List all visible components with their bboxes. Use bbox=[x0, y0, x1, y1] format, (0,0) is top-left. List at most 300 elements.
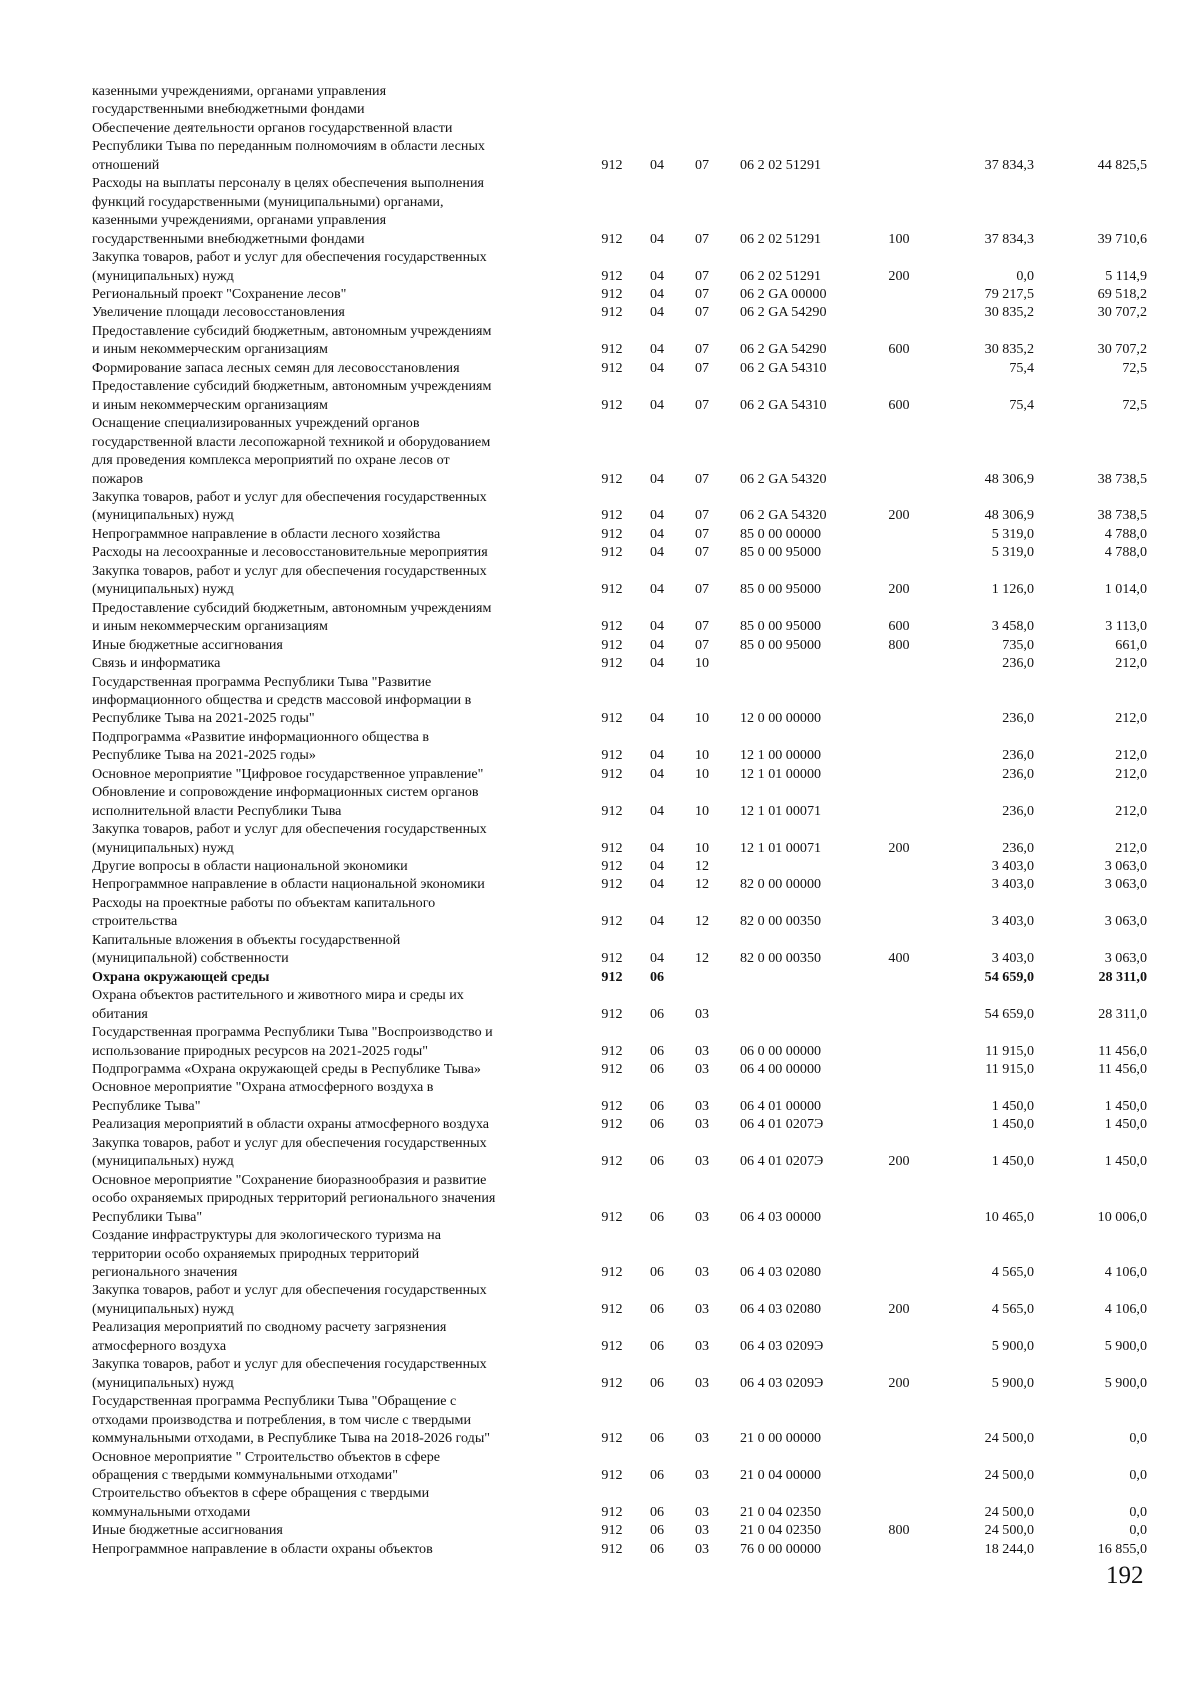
expense-type-code: 200 bbox=[888, 267, 910, 284]
table-row bbox=[92, 285, 1147, 303]
section-code: 04 bbox=[649, 839, 665, 856]
admin-code: 912 bbox=[601, 396, 623, 413]
table-row bbox=[92, 1115, 1147, 1133]
table-row bbox=[92, 783, 1147, 820]
row-description: Другие вопросы в области национальной экономики bbox=[92, 858, 408, 875]
section-code: 04 bbox=[649, 525, 665, 542]
amount-year-1: 236,0 bbox=[1002, 802, 1034, 819]
amount-year-2: 0,0 bbox=[1129, 1522, 1147, 1539]
subsection-code: 07 bbox=[694, 359, 710, 376]
expense-type-code: 800 bbox=[888, 1522, 910, 1539]
amount-year-1: 24 500,0 bbox=[984, 1503, 1034, 1520]
section-code: 06 bbox=[649, 1540, 665, 1557]
target-article-code: 06 2 02 51291 bbox=[740, 267, 822, 284]
budget-table bbox=[92, 82, 1147, 1558]
amount-year-2: 212,0 bbox=[1115, 839, 1147, 856]
subsection-code: 07 bbox=[694, 267, 710, 284]
row-description: Предоставление субсидий бюджетным, автономным учреждениям и иным некоммерческим организациям bbox=[92, 322, 492, 358]
target-article-code: 12 1 01 00071 bbox=[740, 802, 822, 819]
table-row bbox=[92, 1448, 1147, 1485]
section-code: 06 bbox=[649, 1061, 665, 1078]
section-code: 04 bbox=[649, 230, 665, 247]
subsection-code: 03 bbox=[694, 1300, 710, 1317]
row-description: Охрана окружающей среды bbox=[92, 968, 270, 985]
amount-year-1: 1 126,0 bbox=[991, 581, 1034, 598]
section-code: 04 bbox=[649, 765, 665, 782]
target-article-code: 06 4 00 00000 bbox=[740, 1061, 822, 1078]
section-code: 06 bbox=[649, 1208, 665, 1225]
table-row bbox=[92, 248, 1147, 285]
row-description: Закупка товаров, работ и услуг для обеспечения государственных (муниципальных) нужд bbox=[92, 821, 487, 856]
amount-year-1: 236,0 bbox=[1002, 765, 1034, 782]
amount-year-1: 3 403,0 bbox=[991, 950, 1034, 967]
row-description: Закупка товаров, работ и услуг для обеспечения государственных (муниципальных) нужд bbox=[92, 488, 487, 524]
admin-code: 912 bbox=[601, 581, 623, 598]
table-row bbox=[92, 599, 1147, 636]
admin-code: 912 bbox=[601, 968, 623, 985]
table-row bbox=[92, 728, 1147, 765]
admin-code: 912 bbox=[601, 636, 623, 653]
row-description: Закупка товаров, работ и услуг для обеспечения государственных (муниципальных) нужд bbox=[92, 1282, 487, 1317]
amount-year-1: 11 915,0 bbox=[985, 1061, 1034, 1078]
subsection-code: 12 bbox=[694, 876, 710, 893]
table-row bbox=[92, 765, 1147, 783]
amount-year-2: 39 710,6 bbox=[1097, 230, 1147, 247]
admin-code: 912 bbox=[601, 267, 623, 284]
admin-code: 912 bbox=[601, 544, 623, 561]
admin-code: 912 bbox=[601, 1540, 623, 1557]
target-article-code: 06 4 01 0207Э bbox=[740, 1116, 824, 1133]
amount-year-1: 79 217,5 bbox=[984, 285, 1034, 302]
row-description: Закупка товаров, работ и услуг для обеспечения государственных (муниципальных) нужд bbox=[92, 1134, 487, 1170]
admin-code: 912 bbox=[601, 359, 623, 376]
admin-code: 912 bbox=[601, 1264, 623, 1280]
amount-year-2: 1 450,0 bbox=[1104, 1153, 1147, 1170]
section-code: 06 bbox=[649, 1005, 665, 1022]
row-description: Иные бюджетные ассигнования bbox=[92, 636, 283, 653]
admin-code: 912 bbox=[601, 618, 623, 635]
target-article-code: 12 1 00 00000 bbox=[740, 747, 822, 764]
target-article-code: 21 0 00 00000 bbox=[740, 1430, 822, 1447]
target-article-code: 06 4 03 0209Э bbox=[740, 1337, 824, 1354]
amount-year-2: 44 825,5 bbox=[1097, 156, 1147, 173]
target-article-code: 85 0 00 95000 bbox=[740, 581, 822, 598]
table-row bbox=[92, 82, 1142, 119]
amount-year-1: 735,0 bbox=[1002, 636, 1034, 653]
subsection-code: 07 bbox=[694, 470, 710, 487]
subsection-code: 03 bbox=[694, 1153, 710, 1170]
amount-year-2: 4 106,0 bbox=[1104, 1264, 1147, 1280]
subsection-code: 03 bbox=[694, 1005, 710, 1022]
amount-year-1: 1 450,0 bbox=[991, 1153, 1034, 1170]
section-code: 04 bbox=[649, 655, 665, 672]
amount-year-2: 0,0 bbox=[1129, 1466, 1147, 1483]
target-article-code: 06 4 03 02080 bbox=[740, 1264, 822, 1280]
subsection-code: 07 bbox=[694, 304, 710, 321]
amount-year-1: 5 319,0 bbox=[991, 544, 1034, 561]
admin-code: 912 bbox=[601, 507, 623, 524]
amount-year-2: 212,0 bbox=[1115, 710, 1147, 727]
row-description: Непрограммное направление в области национальной экономики bbox=[92, 876, 485, 893]
subsection-code: 07 bbox=[694, 341, 710, 358]
admin-code: 912 bbox=[601, 1466, 623, 1483]
amount-year-2: 212,0 bbox=[1115, 747, 1147, 764]
target-article-code: 06 2 GA 54310 bbox=[740, 396, 827, 413]
row-description: Предоставление субсидий бюджетным, автономным учреждениям и иным некоммерческим организациям bbox=[92, 599, 492, 635]
section-code: 04 bbox=[649, 341, 665, 358]
admin-code: 912 bbox=[601, 747, 623, 764]
admin-code: 912 bbox=[601, 1503, 623, 1520]
section-code: 04 bbox=[649, 285, 665, 302]
amount-year-2: 0,0 bbox=[1129, 1430, 1147, 1447]
row-description: Охрана объектов растительного и животного мира и среды их обитания bbox=[92, 987, 464, 1022]
table-row bbox=[92, 1171, 1147, 1226]
section-code: 04 bbox=[649, 267, 665, 284]
subsection-code: 10 bbox=[694, 747, 710, 764]
section-code: 06 bbox=[649, 968, 665, 985]
amount-year-2: 5 114,9 bbox=[1105, 267, 1147, 284]
table-row bbox=[92, 1392, 1147, 1447]
amount-year-1: 24 500,0 bbox=[984, 1466, 1034, 1483]
amount-year-1: 1 450,0 bbox=[991, 1116, 1034, 1133]
amount-year-1: 3 403,0 bbox=[991, 913, 1034, 930]
table-row bbox=[92, 359, 1147, 377]
amount-year-1: 48 306,9 bbox=[984, 507, 1034, 524]
row-description: Непрограммное направление в области охраны объектов bbox=[92, 1540, 433, 1557]
table-row bbox=[92, 654, 1147, 672]
row-description: Капитальные вложения в объекты государственной (муниципальной) собственности bbox=[92, 931, 401, 967]
amount-year-1: 236,0 bbox=[1002, 655, 1034, 672]
target-article-code: 06 2 GA 54320 bbox=[740, 507, 827, 524]
subsection-code: 03 bbox=[694, 1337, 710, 1354]
expense-type-code: 600 bbox=[888, 341, 910, 358]
table-row bbox=[92, 303, 1147, 321]
amount-year-2: 10 006,0 bbox=[1097, 1208, 1147, 1225]
expense-type-code: 200 bbox=[888, 1300, 910, 1317]
admin-code: 912 bbox=[601, 1097, 623, 1114]
target-article-code: 06 2 GA 00000 bbox=[740, 285, 827, 302]
section-code: 04 bbox=[649, 636, 665, 653]
amount-year-1: 18 244,0 bbox=[984, 1540, 1034, 1557]
admin-code: 912 bbox=[601, 1153, 623, 1170]
table-row bbox=[92, 525, 1147, 543]
subsection-code: 07 bbox=[694, 285, 710, 302]
table-row bbox=[92, 1484, 1147, 1521]
table-row bbox=[92, 119, 1147, 174]
amount-year-2: 1 450,0 bbox=[1104, 1116, 1147, 1133]
admin-code: 912 bbox=[601, 285, 623, 302]
subsection-code: 12 bbox=[694, 858, 710, 875]
table-row bbox=[92, 1281, 1147, 1318]
target-article-code: 06 4 03 0209Э bbox=[740, 1374, 824, 1391]
table-row bbox=[92, 488, 1147, 525]
amount-year-1: 75,4 bbox=[1009, 359, 1034, 376]
target-article-code: 06 2 GA 54290 bbox=[740, 341, 827, 358]
amount-year-2: 28 311,0 bbox=[1098, 968, 1147, 985]
amount-year-1: 30 835,2 bbox=[984, 304, 1034, 321]
table-row bbox=[92, 1078, 1147, 1115]
amount-year-2: 11 456,0 bbox=[1098, 1042, 1147, 1059]
section-code: 04 bbox=[649, 470, 665, 487]
expense-type-code: 200 bbox=[888, 1374, 910, 1391]
table-row bbox=[92, 562, 1147, 599]
row-description: Подпрограмма «Охрана окружающей среды в Республике Тыва» bbox=[92, 1061, 481, 1078]
row-description: Реализация мероприятий по сводному расчету загрязнения атмосферного воздуха bbox=[92, 1319, 447, 1354]
row-description: казенными учреждениями, органами управления государственными внебюджетными фондами bbox=[92, 83, 387, 118]
row-description: Реализация мероприятий в области охраны атмосферного воздуха bbox=[92, 1116, 490, 1133]
row-description: Связь и информатика bbox=[92, 655, 221, 672]
section-code: 04 bbox=[649, 747, 665, 764]
subsection-code: 03 bbox=[694, 1208, 710, 1225]
row-description: Закупка товаров, работ и услуг для обеспечения государственных (муниципальных) нужд bbox=[92, 562, 487, 598]
section-code: 06 bbox=[649, 1116, 665, 1133]
subsection-code: 03 bbox=[694, 1522, 710, 1539]
target-article-code: 85 0 00 95000 bbox=[740, 618, 822, 635]
table-row bbox=[92, 1023, 1147, 1060]
amount-year-1: 4 565,0 bbox=[991, 1264, 1034, 1280]
section-code: 04 bbox=[649, 544, 665, 561]
admin-code: 912 bbox=[601, 1430, 623, 1447]
admin-code: 912 bbox=[601, 1374, 623, 1391]
expense-type-code: 400 bbox=[888, 950, 910, 967]
target-article-code: 85 0 00 00000 bbox=[740, 525, 822, 542]
amount-year-2: 212,0 bbox=[1115, 765, 1147, 782]
amount-year-1: 11 915,0 bbox=[985, 1042, 1034, 1059]
row-description: Закупка товаров, работ и услуг для обеспечения государственных (муниципальных) нужд bbox=[92, 249, 487, 284]
amount-year-2: 1 450,0 bbox=[1104, 1097, 1147, 1114]
admin-code: 912 bbox=[601, 839, 623, 856]
section-code: 06 bbox=[649, 1374, 665, 1391]
amount-year-2: 1 014,0 bbox=[1104, 581, 1147, 598]
amount-year-2: 4 788,0 bbox=[1104, 544, 1147, 561]
admin-code: 912 bbox=[601, 1208, 623, 1225]
amount-year-2: 3 113,0 bbox=[1105, 618, 1147, 635]
table-row bbox=[92, 931, 1147, 968]
admin-code: 912 bbox=[601, 950, 623, 967]
amount-year-1: 236,0 bbox=[1002, 710, 1034, 727]
amount-year-2: 38 738,5 bbox=[1097, 507, 1147, 524]
admin-code: 912 bbox=[601, 1116, 623, 1133]
subsection-code: 07 bbox=[694, 544, 710, 561]
row-description: Обеспечение деятельности органов государственной власти Республики Тыва по переданным полномочиям в области лесных отношений bbox=[92, 119, 485, 173]
target-article-code: 82 0 00 00350 bbox=[740, 950, 822, 967]
row-description: Основное мероприятие " Строительство объектов в сфере обращения с твердыми коммунальными отходами" bbox=[92, 1448, 441, 1483]
table-row bbox=[92, 636, 1147, 654]
amount-year-2: 212,0 bbox=[1115, 655, 1147, 672]
amount-year-1: 3 403,0 bbox=[991, 876, 1034, 893]
target-article-code: 82 0 00 00350 bbox=[740, 913, 822, 930]
row-description: Региональный проект "Сохранение лесов" bbox=[92, 285, 347, 302]
admin-code: 912 bbox=[601, 858, 623, 875]
amount-year-2: 72,5 bbox=[1122, 359, 1147, 376]
row-description: Формирование запаса лесных семян для лесовосстановления bbox=[92, 359, 460, 376]
admin-code: 912 bbox=[601, 655, 623, 672]
row-description: Государственная программа Республики Тыва "Развитие информационного общества и средств массовой информации в Республике Тыва на 2021-2025 годы" bbox=[92, 673, 472, 727]
admin-code: 912 bbox=[601, 765, 623, 782]
table-row bbox=[92, 1226, 1147, 1281]
subsection-code: 07 bbox=[694, 618, 710, 635]
amount-year-1: 10 465,0 bbox=[984, 1208, 1034, 1225]
amount-year-1: 236,0 bbox=[1002, 839, 1034, 856]
subsection-code: 03 bbox=[694, 1503, 710, 1520]
subsection-code: 07 bbox=[694, 230, 710, 247]
table-row bbox=[92, 174, 1147, 248]
row-description: Расходы на проектные работы по объектам капитального строительства bbox=[92, 894, 436, 930]
amount-year-2: 212,0 bbox=[1115, 802, 1147, 819]
target-article-code: 82 0 00 00000 bbox=[740, 876, 822, 893]
amount-year-1: 30 835,2 bbox=[984, 341, 1034, 358]
row-description: Государственная программа Республики Тыва "Обращение с отходами производства и потребления, в том числе с твердыми коммунальными отходами, в Республике Тыва на 2018-2026 годы" bbox=[92, 1393, 491, 1447]
admin-code: 912 bbox=[601, 1005, 623, 1022]
target-article-code: 06 2 GA 54320 bbox=[740, 470, 827, 487]
amount-year-1: 5 900,0 bbox=[991, 1337, 1034, 1354]
target-article-code: 06 0 00 00000 bbox=[740, 1042, 822, 1059]
amount-year-2: 661,0 bbox=[1115, 636, 1147, 653]
admin-code: 912 bbox=[601, 1337, 623, 1354]
admin-code: 912 bbox=[601, 341, 623, 358]
admin-code: 912 bbox=[601, 1042, 623, 1059]
expense-type-code: 200 bbox=[888, 507, 910, 524]
section-code: 04 bbox=[649, 876, 665, 893]
expense-type-code: 200 bbox=[888, 839, 910, 856]
section-code: 06 bbox=[649, 1503, 665, 1520]
amount-year-2: 3 063,0 bbox=[1104, 950, 1147, 967]
target-article-code: 12 1 01 00071 bbox=[740, 839, 822, 856]
amount-year-1: 1 450,0 bbox=[991, 1097, 1034, 1114]
section-code: 06 bbox=[649, 1042, 665, 1059]
amount-year-1: 5 900,0 bbox=[991, 1374, 1034, 1391]
amount-year-1: 37 834,3 bbox=[984, 156, 1034, 173]
table-row bbox=[92, 377, 1147, 414]
amount-year-1: 3 458,0 bbox=[991, 618, 1034, 635]
target-article-code: 06 2 GA 54310 bbox=[740, 359, 827, 376]
subsection-code: 10 bbox=[694, 655, 710, 672]
row-description: Иные бюджетные ассигнования bbox=[92, 1522, 283, 1539]
target-article-code: 85 0 00 95000 bbox=[740, 636, 822, 653]
subsection-code: 10 bbox=[694, 765, 710, 782]
subsection-code: 07 bbox=[694, 636, 710, 653]
section-code: 06 bbox=[649, 1097, 665, 1114]
section-code: 06 bbox=[649, 1466, 665, 1483]
amount-year-1: 24 500,0 bbox=[984, 1430, 1034, 1447]
table-row bbox=[92, 1355, 1147, 1392]
amount-year-2: 11 456,0 bbox=[1098, 1061, 1147, 1078]
row-description: Предоставление субсидий бюджетным, автономным учреждениям и иным некоммерческим организациям bbox=[92, 378, 492, 413]
row-description: Расходы на лесоохранные и лесовосстановительные мероприятия bbox=[92, 544, 488, 561]
amount-year-2: 3 063,0 bbox=[1104, 876, 1147, 893]
amount-year-2: 4 106,0 bbox=[1104, 1300, 1147, 1317]
row-description: Закупка товаров, работ и услуг для обеспечения государственных (муниципальных) нужд bbox=[92, 1356, 487, 1391]
subsection-code: 03 bbox=[694, 1097, 710, 1114]
table-row bbox=[92, 1540, 1147, 1558]
subsection-code: 03 bbox=[694, 1061, 710, 1078]
section-code: 04 bbox=[649, 359, 665, 376]
target-article-code: 12 1 01 00000 bbox=[740, 765, 822, 782]
admin-code: 912 bbox=[601, 230, 623, 247]
amount-year-2: 5 900,0 bbox=[1104, 1374, 1147, 1391]
amount-year-2: 28 311,0 bbox=[1098, 1005, 1147, 1022]
amount-year-1: 54 659,0 bbox=[984, 1005, 1034, 1022]
table-row bbox=[92, 673, 1147, 728]
subsection-code: 07 bbox=[694, 581, 710, 598]
expense-type-code: 100 bbox=[888, 230, 910, 247]
amount-year-1: 4 565,0 bbox=[991, 1300, 1034, 1317]
target-article-code: 85 0 00 95000 bbox=[740, 544, 822, 561]
expense-type-code: 800 bbox=[888, 636, 910, 653]
target-article-code: 06 4 01 0207Э bbox=[740, 1153, 824, 1170]
table-row bbox=[92, 1318, 1147, 1355]
section-code: 04 bbox=[649, 304, 665, 321]
table-row bbox=[92, 986, 1147, 1023]
amount-year-2: 5 900,0 bbox=[1104, 1337, 1147, 1354]
table-row bbox=[92, 543, 1147, 561]
page-number: 192 bbox=[1106, 1562, 1144, 1589]
subsection-code: 03 bbox=[694, 1374, 710, 1391]
row-description: Увеличение площади лесовосстановления bbox=[92, 304, 345, 321]
amount-year-1: 24 500,0 bbox=[984, 1522, 1034, 1539]
row-description: Расходы на выплаты персоналу в целях обеспечения выполнения функций государственными (муниципальными) органами, казенными учреждениями, органами управления государственными внебюджетными фондами bbox=[92, 175, 484, 247]
amount-year-2: 16 855,0 bbox=[1097, 1540, 1147, 1557]
target-article-code: 76 0 00 00000 bbox=[740, 1540, 822, 1557]
table-row bbox=[92, 1060, 1147, 1078]
row-description: Создание инфраструктуры для экологического туризма на территории особо охраняемых природных территорий регионального значения bbox=[92, 1227, 441, 1280]
section-code: 04 bbox=[649, 913, 665, 930]
expense-type-code: 600 bbox=[888, 396, 910, 413]
amount-year-1: 75,4 bbox=[1009, 396, 1034, 413]
amount-year-1: 48 306,9 bbox=[984, 470, 1034, 487]
row-description: Подпрограмма «Развитие информационного общества в Республике Тыва на 2021-2025 годы» bbox=[92, 728, 430, 764]
admin-code: 912 bbox=[601, 913, 623, 930]
section-code: 04 bbox=[649, 858, 665, 875]
section-code: 04 bbox=[649, 618, 665, 635]
table-row bbox=[92, 894, 1147, 931]
table-row bbox=[92, 875, 1147, 893]
admin-code: 912 bbox=[601, 156, 623, 173]
subsection-code: 12 bbox=[694, 950, 710, 967]
target-article-code: 06 2 GA 54290 bbox=[740, 304, 827, 321]
table-row bbox=[92, 414, 1147, 488]
amount-year-2: 3 063,0 bbox=[1104, 858, 1147, 875]
row-description: Строительство объектов в сфере обращения с твердыми коммунальными отходами bbox=[92, 1485, 430, 1520]
row-description: Основное мероприятие "Цифровое государственное управление" bbox=[92, 765, 484, 782]
table-row bbox=[92, 1521, 1147, 1539]
subsection-code: 03 bbox=[694, 1264, 710, 1280]
amount-year-1: 3 403,0 bbox=[991, 858, 1034, 875]
amount-year-1: 37 834,3 bbox=[984, 230, 1034, 247]
table-row bbox=[92, 857, 1147, 875]
target-article-code: 21 0 04 02350 bbox=[740, 1522, 822, 1539]
subsection-code: 03 bbox=[694, 1116, 710, 1133]
admin-code: 912 bbox=[601, 710, 623, 727]
section-code: 06 bbox=[649, 1430, 665, 1447]
subsection-code: 03 bbox=[694, 1466, 710, 1483]
row-description: Обновление и сопровождение информационных систем органов исполнительной власти Республики Тыва bbox=[92, 784, 479, 819]
subsection-code: 10 bbox=[694, 839, 710, 856]
subsection-code: 03 bbox=[694, 1540, 710, 1557]
amount-year-2: 72,5 bbox=[1122, 396, 1147, 413]
section-code: 04 bbox=[649, 156, 665, 173]
amount-year-2: 69 518,2 bbox=[1097, 285, 1147, 302]
subsection-code: 12 bbox=[694, 913, 710, 930]
table-row bbox=[92, 968, 1147, 986]
section-code: 06 bbox=[649, 1337, 665, 1354]
row-description: Основное мероприятие "Охрана атмосферного воздуха в Республике Тыва" bbox=[92, 1079, 434, 1114]
admin-code: 912 bbox=[601, 802, 623, 819]
expense-type-code: 200 bbox=[888, 581, 910, 598]
subsection-code: 07 bbox=[694, 525, 710, 542]
section-code: 04 bbox=[649, 507, 665, 524]
section-code: 06 bbox=[649, 1264, 665, 1280]
